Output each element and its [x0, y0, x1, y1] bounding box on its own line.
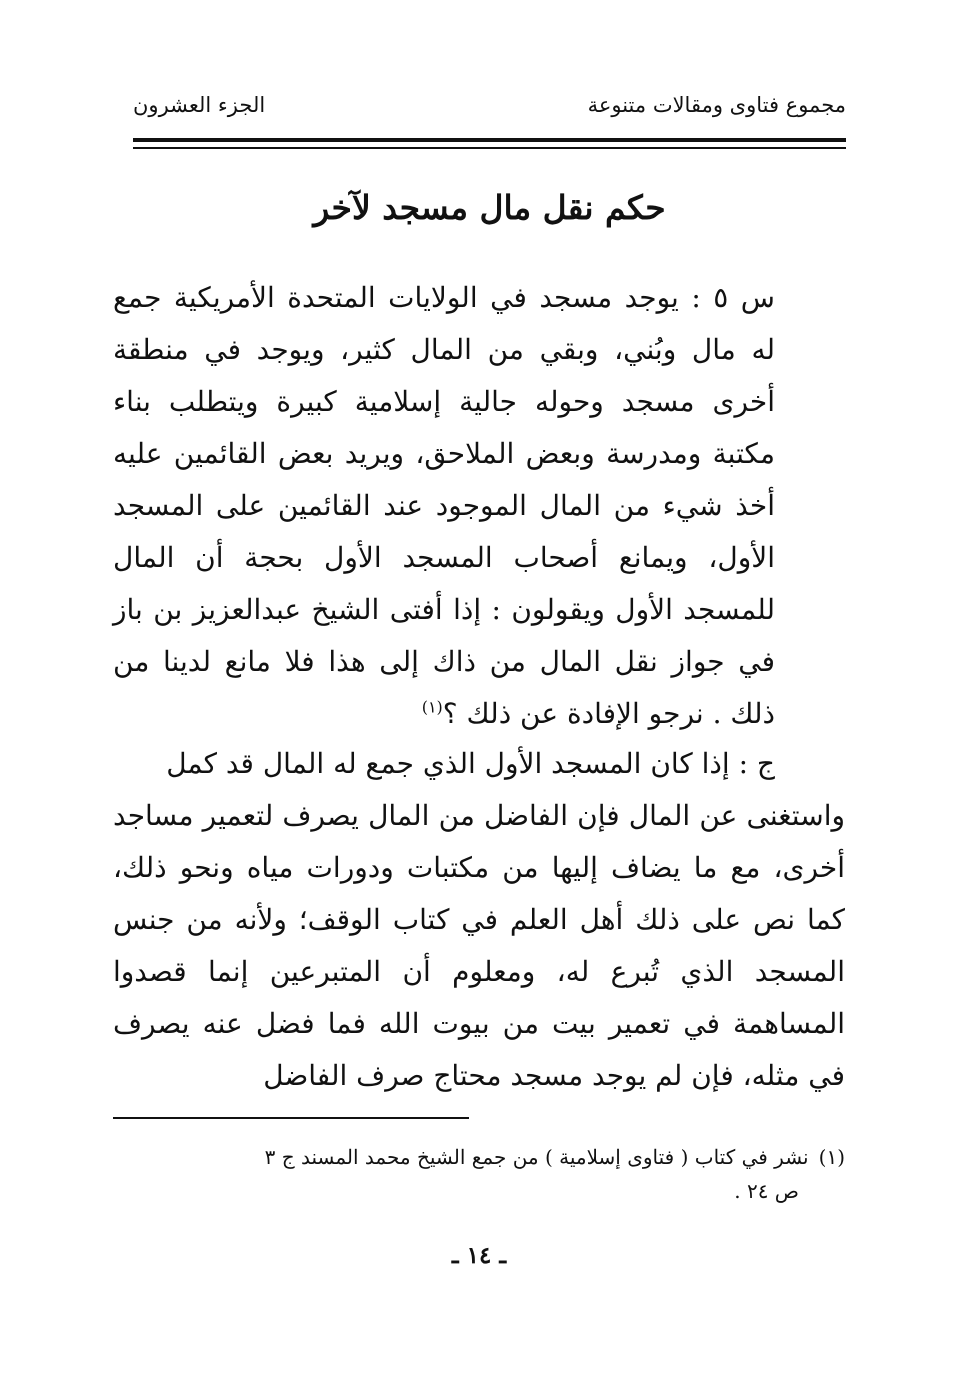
- question-paragraph: [113, 272, 845, 740]
- running-header: [133, 85, 846, 125]
- footnote-number: (١): [818, 1145, 845, 1169]
- answer-paragraph: [113, 738, 845, 1102]
- page-number: ـ ١٤ ـ: [451, 1242, 507, 1269]
- book-title: مجموع فتاوى ومقالات متنوعة: [587, 93, 846, 117]
- footnote-separator: [113, 1117, 469, 1119]
- answer-text: واستغنى عن المال فإن الفاضل من المال يصرف لتعمير مساجد أخرى، مع ما يضاف إليها من مكتبات ودورات مياه ونحو ذلك، كما نص على ذلك أهل العلم في كتاب الوقف؛ ولأنه من جنس المسجد الذي تُبرع له، ومعلوم أن المتبرعين إنما قصدوا المساهمة في تعمير بيت من بيوت الله فما فضل عنه يصرف في مثله، فإن لم يوجد مسجد محتاج صرف الفاضل: [113, 799, 845, 1092]
- header-rule-thick: [133, 138, 846, 142]
- footnote-marker: (١): [421, 697, 443, 717]
- footnote-continuation: ص ٢٤ .: [734, 1179, 799, 1203]
- answer-first-line: ج : إذا كان المسجد الأول الذي جمع له المال قد كمل: [166, 747, 775, 780]
- article-title: حكم نقل مال مسجد لآخر: [313, 188, 666, 227]
- question-text: س ٥ : يوجد مسجد في الولايات المتحدة الأمريكية جمع له مال وبُني، وبقي من المال كثير، ويوجد في منطقة أخرى مسجد وحوله جالية إسلامية كبيرة ويتطلب بناء مكتبة ومدرسة وبعض الملاحق، ويريد بعض القائمين عليه أخذ شيء من المال الموجود عند القائمين على المسجد الأول، ويمانع أصحاب المسجد الأول بحجة أن المال للمسجد الأول ويقولون : إذا أفتى الشيخ عبدالعزيز بن باز في جواز نقل المال من ذاك إلى هذا فلا مانع لدينا من ذلك . نرجو الإفادة عن ذلك ؟: [113, 281, 775, 730]
- footnote: [113, 1140, 845, 1208]
- footnote-text: نشر في كتاب ( فتاوى إسلامية ) من جمع الشيخ محمد المسند ج ٣: [264, 1145, 809, 1169]
- header-rule-thin: [133, 147, 846, 149]
- volume-label: الجزء العشرون: [133, 93, 266, 117]
